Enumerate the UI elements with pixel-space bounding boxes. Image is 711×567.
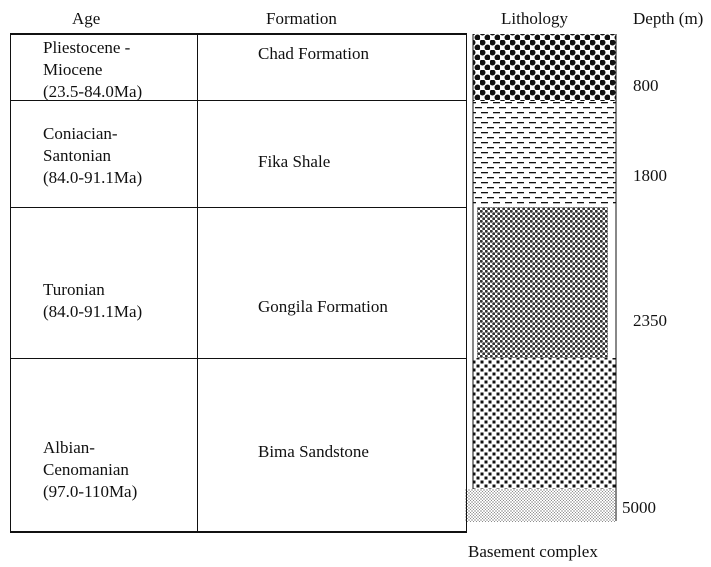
column-divider-left <box>10 33 11 532</box>
header-rule <box>10 33 467 35</box>
formation-cell-4: Bima Sandstone <box>258 442 369 461</box>
depth-value-1: 800 <box>633 76 659 95</box>
lithology-fika-shale <box>473 101 616 207</box>
column-divider-middle <box>197 33 198 532</box>
age-cell-3: Turonian (84.0-91.1Ma) <box>43 280 143 321</box>
formation-cell-2: Fika Shale <box>258 152 331 171</box>
depth-value-3: 2350 <box>633 311 667 330</box>
lithology-chad-formation <box>473 34 616 101</box>
row-divider <box>10 207 467 208</box>
lithology-basement <box>465 489 616 522</box>
header-age: Age <box>72 9 101 28</box>
age-cell-4: Albian- Cenomanian (97.0-110Ma) <box>43 438 138 501</box>
depth-value-4: 5000 <box>622 498 656 517</box>
age-cell-1: Pliestocene - Miocene (23.5-84.0Ma) <box>43 38 143 101</box>
depth-value-2: 1800 <box>633 166 667 185</box>
formation-cell-3: Gongila Formation <box>258 297 388 316</box>
header-lithology: Lithology <box>501 9 569 28</box>
basement-label: Basement complex <box>468 542 598 561</box>
header-formation: Formation <box>266 9 337 28</box>
lithology-bima-sandstone <box>473 358 616 489</box>
header-depth: Depth (m) <box>633 9 704 28</box>
row-divider <box>10 358 467 359</box>
bottom-rule <box>10 531 467 533</box>
age-cell-2: Coniacian- Santonian (84.0-91.1Ma) <box>43 124 143 187</box>
lithology-gongila-formation <box>477 207 608 358</box>
column-divider-right <box>466 33 467 532</box>
formation-cell-1: Chad Formation <box>258 44 369 63</box>
